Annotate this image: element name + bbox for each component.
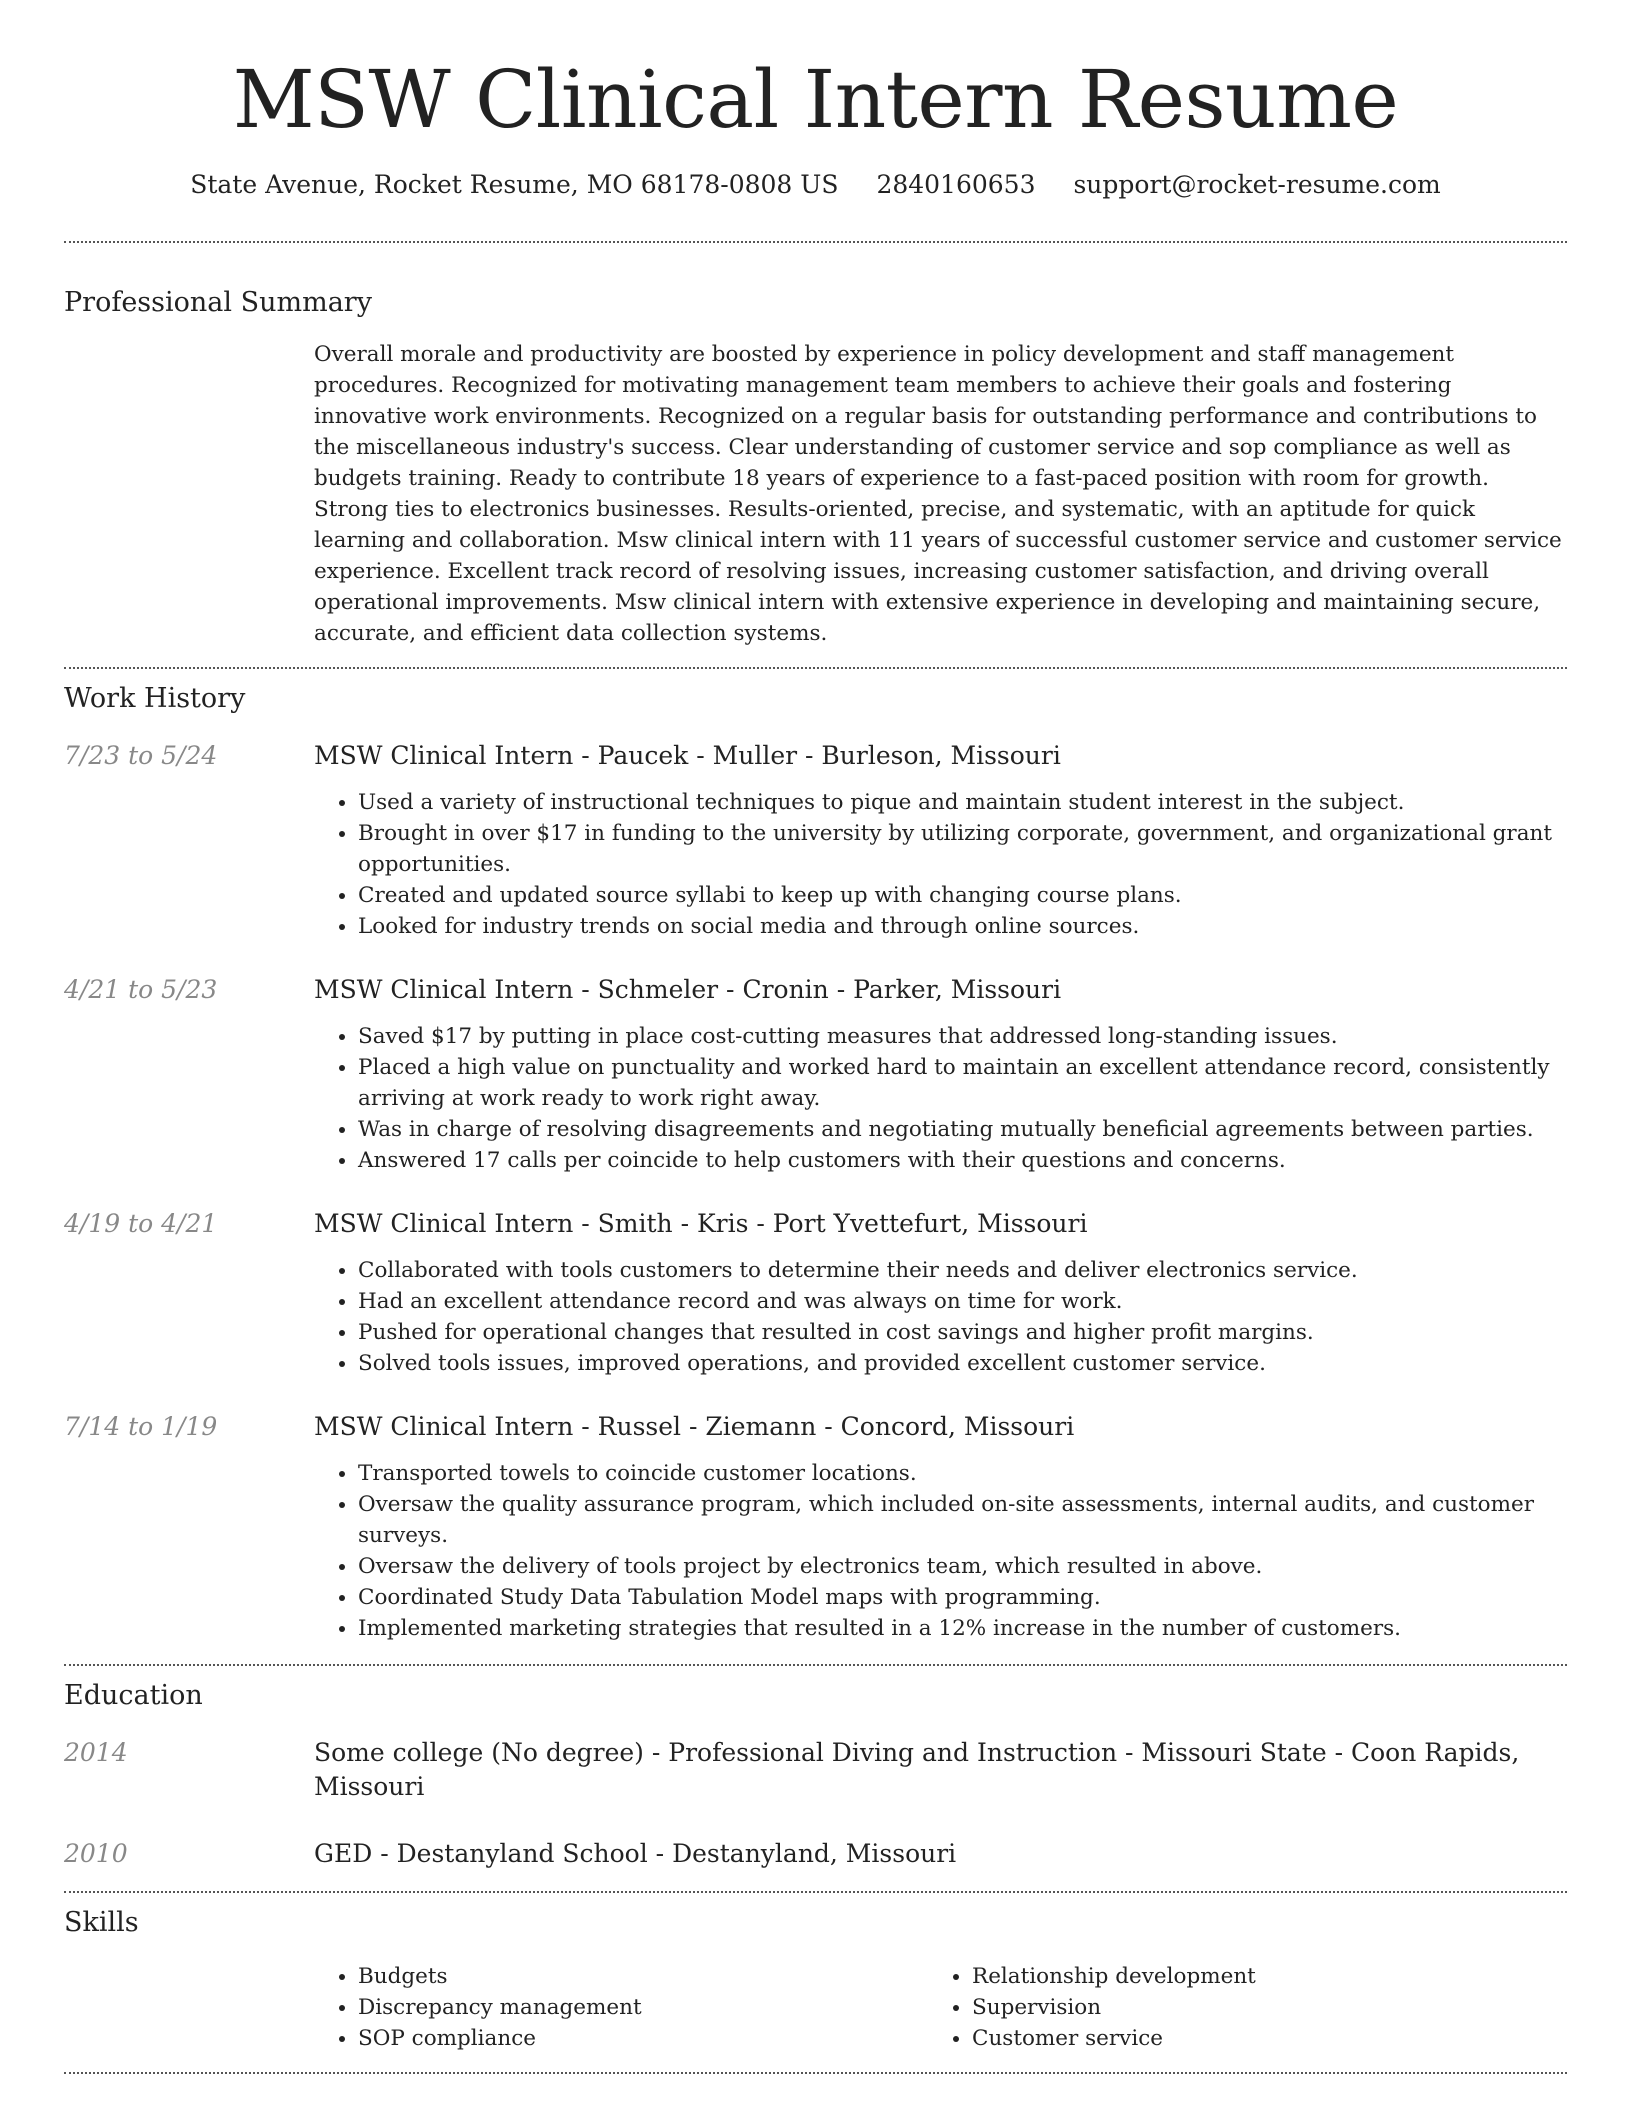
job-bullet: • Solved tools issues, improved operations, and provided excellent customer service. [358, 1348, 1567, 1379]
job-dates: 7/14 to 1/19 [64, 1412, 218, 1441]
job-bullet: • Oversaw the quality assurance program, which included on-site assessments, internal audits, and customer surveys. [358, 1489, 1567, 1551]
section-divider [64, 1891, 1567, 1893]
job-title: MSW Clinical Intern - Smith - Kris - Port Yvettefurt, Missouri [314, 1209, 1088, 1238]
skills-column-left [314, 1961, 928, 2054]
job-entry [64, 739, 1567, 942]
job-title: MSW Clinical Intern - Paucek - Muller - Burleson, Missouri [314, 741, 1061, 770]
contact-email: support@rocket-resume.com [1073, 170, 1441, 199]
skill-item: • Budgets [358, 1961, 928, 1992]
resume-page [64, 0, 1567, 2074]
job-bullet: • Brought in over $17 in funding to the university by utilizing corporate, government, and organizational grant opportunities. [358, 818, 1567, 880]
skills-list [314, 1961, 1567, 2054]
job-bullet: • Saved $17 by putting in place cost-cutting measures that addressed long-standing issues. [358, 1021, 1567, 1052]
job-bullets [314, 1255, 1567, 1379]
education-entry [64, 1736, 1567, 1804]
job-bullet: • Created and updated source syllabi to keep up with changing course plans. [358, 880, 1567, 911]
education-heading: Education [64, 1680, 203, 1711]
section-divider [64, 2072, 1567, 2074]
resume-title: MSW Clinical Intern Resume [232, 53, 1399, 146]
job-bullet: • Coordinated Study Data Tabulation Model maps with programming. [358, 1582, 1567, 1613]
job-bullets [314, 1458, 1567, 1644]
education-detail: GED - Destanyland School - Destanyland, Missouri [314, 1839, 957, 1868]
skill-item: • Customer service [972, 2023, 1542, 2054]
job-bullet: • Was in charge of resolving disagreements and negotiating mutually beneficial agreements between parties. [358, 1114, 1567, 1145]
skill-item: • Supervision [972, 1992, 1542, 2023]
job-dates: 4/21 to 5/23 [64, 975, 218, 1004]
job-entry [64, 1410, 1567, 1644]
job-title: MSW Clinical Intern - Russel - Ziemann - Concord, Missouri [314, 1412, 1075, 1441]
contact-line [64, 168, 1567, 202]
contact-phone: 2840160653 [876, 170, 1036, 199]
job-bullet: • Collaborated with tools customers to determine their needs and deliver electronics service. [358, 1255, 1567, 1286]
job-title: MSW Clinical Intern - Schmeler - Cronin - Parker, Missouri [314, 975, 1062, 1004]
summary-text: Overall morale and productivity are boosted by experience in policy development and staff management procedures. Recognized for motivating management team members to achieve their goals and fostering innovative work environments. Recognized on a regular basis for outstanding performance and contributions to the miscellaneous industry's success. Clear understanding of customer service and sop compliance as well as budgets training. Ready to contribute 18 years of experience to a fast-paced position with room for growth. Strong ties to electronics businesses. Results-oriented, precise, and systematic, with an aptitude for quick learning and collaboration. Msw clinical intern with 11 years of successful customer service and customer service experience. Excellent track record of resolving issues, increasing customer satisfaction, and driving overall operational improvements. Msw clinical intern with extensive experience in developing and maintaining secure, accurate, and efficient data collection systems. [314, 342, 1562, 646]
skill-item: • SOP compliance [358, 2023, 928, 2054]
job-bullet: • Pushed for operational changes that resulted in cost savings and higher profit margins. [358, 1317, 1567, 1348]
job-dates: 4/19 to 4/21 [64, 1209, 218, 1238]
section-divider [64, 667, 1567, 669]
job-bullet: • Answered 17 calls per coincide to help customers with their questions and concerns. [358, 1145, 1567, 1176]
job-bullet: • Transported towels to coincide customer locations. [358, 1458, 1567, 1489]
section-divider [64, 1664, 1567, 1666]
job-dates: 7/23 to 5/24 [64, 741, 218, 770]
skill-item: • Discrepancy management [358, 1992, 928, 2023]
job-bullet: • Had an excellent attendance record and was always on time for work. [358, 1286, 1567, 1317]
job-bullets [314, 787, 1567, 942]
summary-heading: Professional Summary [64, 287, 372, 318]
education-year: 2010 [64, 1839, 128, 1868]
job-bullet: • Looked for industry trends on social media and through online sources. [358, 911, 1567, 942]
skills-heading: Skills [64, 1907, 139, 1938]
job-entry [64, 973, 1567, 1176]
job-bullet: • Placed a high value on punctuality and worked hard to maintain an excellent attendance record, consistently arriving at work ready to work right away. [358, 1052, 1567, 1114]
job-bullet: • Oversaw the delivery of tools project by electronics team, which resulted in above. [358, 1551, 1567, 1582]
education-year: 2014 [64, 1738, 128, 1767]
skill-item: • Relationship development [972, 1961, 1542, 1992]
education-entry [64, 1837, 1567, 1871]
job-bullet: • Used a variety of instructional techniques to pique and maintain student interest in the subject. [358, 787, 1567, 818]
skills-column-right [928, 1961, 1542, 2054]
section-divider [64, 241, 1567, 243]
job-bullet: • Implemented marketing strategies that resulted in a 12% increase in the number of customers. [358, 1613, 1567, 1644]
job-entry [64, 1207, 1567, 1379]
work-history-heading: Work History [64, 683, 246, 714]
job-bullets [314, 1021, 1567, 1176]
contact-address: State Avenue, Rocket Resume, MO 68178-0808 US [190, 170, 839, 199]
education-detail: Some college (No degree) - Professional Diving and Instruction - Missouri State - Coon Rapids, Missouri [314, 1738, 1520, 1801]
